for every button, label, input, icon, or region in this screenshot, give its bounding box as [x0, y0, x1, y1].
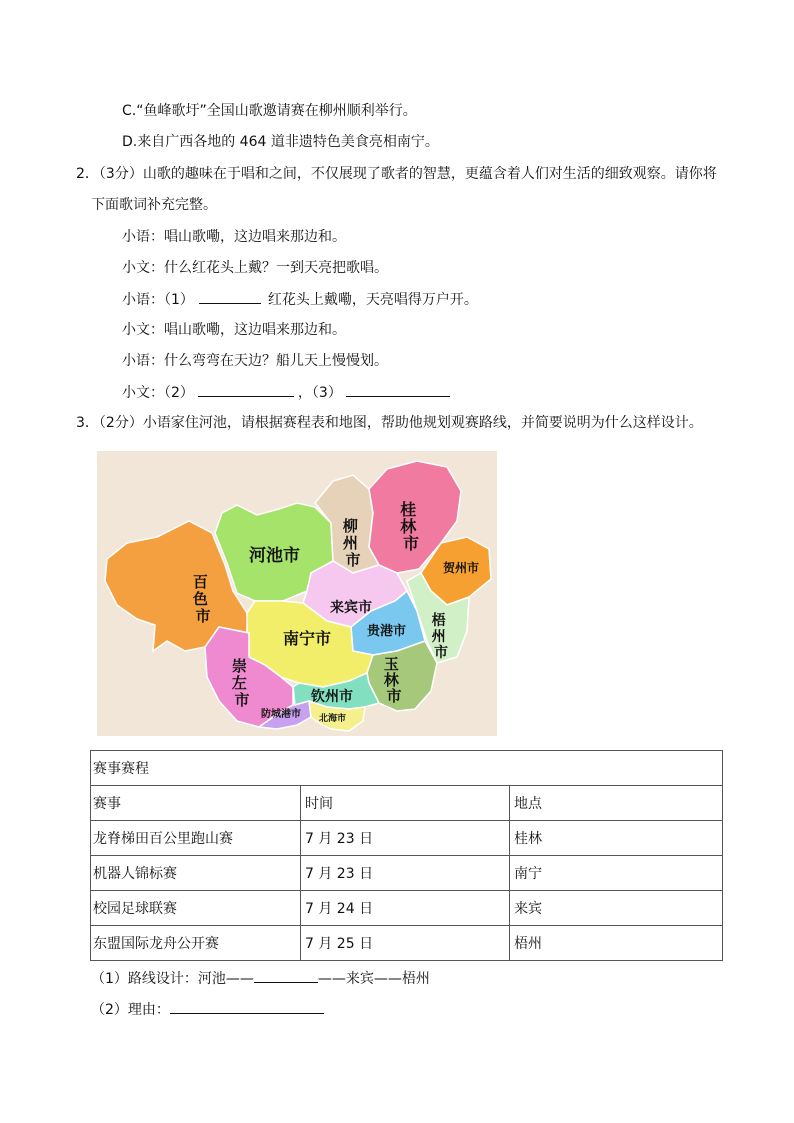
- label-qinzhou: 钦州市: [311, 689, 353, 705]
- lyric-line-1: 小语：唱山歌嘞，这边唱来那边和。: [122, 229, 346, 245]
- answer-blank-reason[interactable]: [170, 999, 324, 1014]
- table-row: [91, 926, 723, 961]
- cell-time: 7 月 23 日: [301, 821, 510, 856]
- lyric-line-4: 小文：唱山歌嘞，这边唱来那边和。: [122, 322, 346, 338]
- label-wuzhou: [432, 612, 451, 661]
- schedule-table: [90, 750, 723, 961]
- answer-blank-2[interactable]: [198, 382, 294, 397]
- q3-stem: 3．（2分）小语家住河池，请根据赛程表和地图，帮助他规划观赛路线，并简要说明为什么这样设计。: [76, 415, 703, 431]
- lyric-line-5: 小语：什么弯弯在天边？船儿天上慢慢划。: [122, 353, 388, 369]
- table-row: [91, 856, 723, 891]
- answer-blank-route[interactable]: [254, 968, 318, 983]
- answer-blank-1[interactable]: [199, 289, 261, 304]
- lyric-line-3: [122, 289, 478, 310]
- lyric-line-6-prefix: 小文：（2）: [122, 385, 194, 401]
- answer-route-prefix: （1）路线设计：河池——: [91, 971, 254, 987]
- label-yulin-char-3: 市: [386, 687, 402, 705]
- label-yulin-char-2: 林: [383, 671, 399, 689]
- label-liuzhou: [343, 517, 363, 569]
- q2-stem-line2: 下面歌词补充完整。: [91, 197, 217, 213]
- table-caption: 赛事赛程: [91, 751, 723, 786]
- label-liuzhou-char-1: 柳: [342, 517, 358, 535]
- table-row: [91, 821, 723, 856]
- guangxi-map: [97, 451, 497, 736]
- table-caption-row: [91, 751, 723, 786]
- header-event: 赛事: [91, 786, 301, 821]
- label-yulin-char-1: 玉: [383, 655, 399, 673]
- q2-stem-line1: 2．（3分）山歌的趣味在于唱和之间，不仅展现了歌者的智慧，更蕴含着人们对生活的细致观察。请你将: [76, 166, 717, 182]
- option-d: D.来自广西各地的 464 道非遗特色美食亮相南宁。: [122, 134, 439, 150]
- label-hezhou: 贺州市: [443, 561, 480, 575]
- cell-event: 校园足球联赛: [91, 891, 301, 926]
- lyric-line-6: [122, 382, 450, 403]
- answer-route: [91, 968, 430, 989]
- cell-event: 机器人锦标赛: [91, 856, 301, 891]
- cell-event: 东盟国际龙舟公开赛: [91, 926, 301, 961]
- answer-route-suffix: ——来宾——梧州: [317, 971, 430, 987]
- lyric-line-2: 小文：什么红花头上戴？一到天亮把歌唱。: [122, 260, 388, 276]
- label-baise-char-2: 色: [192, 590, 208, 608]
- label-liuzhou-char-3: 市: [345, 551, 361, 569]
- label-baise: [192, 573, 213, 625]
- label-chongzuo-char-3: 市: [234, 691, 250, 709]
- lyric-line-6-mid: ，（3）: [297, 385, 342, 401]
- label-yulin: [384, 655, 404, 705]
- label-chongzuo: [232, 657, 252, 709]
- lyric-line-3-prefix: 小语：（1）: [122, 292, 194, 308]
- label-wuzhou-char-3: 市: [434, 645, 448, 661]
- lyric-line-3-suffix: 红花头上戴嘞，天亮唱得万户开。: [267, 292, 478, 308]
- label-guilin-char-2: 林: [400, 517, 417, 536]
- label-wuzhou-char-1: 梧: [431, 613, 446, 629]
- label-guilin-char-3: 市: [402, 534, 420, 553]
- label-hechi: 河池市: [249, 546, 300, 566]
- label-beihai: 北海市: [319, 714, 347, 724]
- label-guilin-char-1: 桂: [400, 500, 417, 519]
- cell-place: 桂林: [510, 821, 723, 856]
- option-c: C.“鱼峰歌圩”全国山歌邀请赛在柳州顺利举行。: [122, 103, 417, 119]
- label-baise-char-3: 市: [195, 607, 211, 625]
- answer-reason-prefix: （2）理由：: [91, 1002, 170, 1018]
- label-fangchenggang: 防城港市: [261, 709, 301, 720]
- cell-time: 7 月 23 日: [301, 856, 510, 891]
- table-header-row: [91, 786, 723, 821]
- label-nanning: 南宁市: [283, 629, 332, 648]
- cell-event: 龙脊梯田百公里跑山赛: [91, 821, 301, 856]
- label-wuzhou-char-2: 州: [431, 629, 446, 645]
- cell-time: 7 月 25 日: [301, 926, 510, 961]
- cell-place: 梧州: [510, 926, 723, 961]
- label-chongzuo-char-1: 崇: [231, 657, 247, 675]
- cell-place: 来宾: [510, 891, 723, 926]
- label-guigang: 贵港市: [367, 624, 407, 639]
- label-liuzhou-char-2: 州: [342, 534, 358, 552]
- table-row: [91, 891, 723, 926]
- header-place: 地点: [510, 786, 723, 821]
- header-time: 时间: [301, 786, 510, 821]
- label-guilin: [400, 500, 422, 553]
- label-baise-char-1: 百: [192, 573, 208, 591]
- cell-place: 南宁: [510, 856, 723, 891]
- answer-reason: [91, 999, 324, 1020]
- label-laibin: 来宾市: [330, 600, 372, 616]
- answer-blank-3[interactable]: [346, 382, 450, 397]
- cell-time: 7 月 24 日: [301, 891, 510, 926]
- label-chongzuo-char-2: 左: [231, 674, 247, 692]
